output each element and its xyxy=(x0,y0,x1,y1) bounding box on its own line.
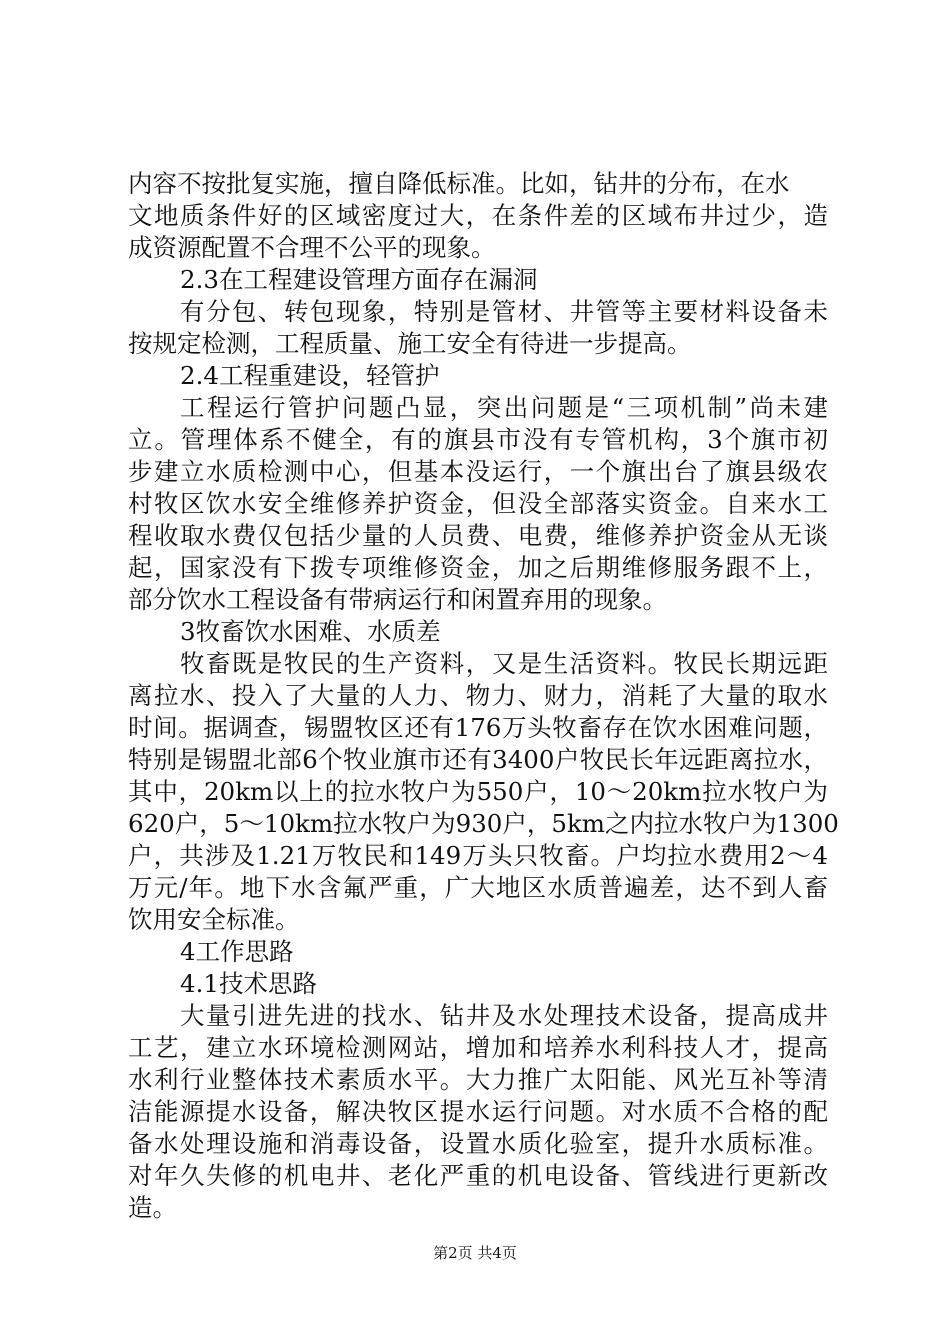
text-line: 部分饮水工程设备有带病运行和闲置弃用的现象。 xyxy=(128,585,667,614)
text-line: 万元/年。地下水含氟严重，广大地区水质普遍差，达不到人畜 xyxy=(128,873,828,902)
text-line: 洁能源提水设备，解决牧区提水运行问题。对水质不合格的配 xyxy=(128,1097,828,1126)
text-line: 程收取水费仅包括少量的人员费、电费，维修养护资金从无谈 xyxy=(128,521,828,550)
section-heading: 3牧畜饮水困难、水质差 xyxy=(180,617,441,646)
text-line: 内容不按批复实施，擅自降低标准。比如，钻井的分布，在水 xyxy=(128,169,790,198)
text-line: 大量引进先进的找水、钻井及水处理技术设备，提高成井 xyxy=(180,1001,828,1030)
text-line: 村牧区饮水安全维修养护资金，但没全部落实资金。自来水工 xyxy=(128,489,828,518)
document-body xyxy=(128,168,839,1224)
text-line: 成资源配置不合理不公平的现象。 xyxy=(128,233,496,262)
text-line: 对年久失修的机电井、老化严重的机电设备、管线进行更新改 xyxy=(128,1161,828,1190)
text-line: 工程运行管护问题凸显，突出问题是“三项机制”尚未建 xyxy=(180,393,828,422)
text-line: 其中，20km以上的拉水牧户为550户，10～20km拉水牧户为 xyxy=(128,777,828,806)
section-heading: 2.3在工程建设管理方面存在漏洞 xyxy=(180,265,538,294)
text-line: 离拉水、投入了大量的人力、物力、财力，消耗了大量的取水 xyxy=(128,681,828,710)
text-line: 水利行业整体技术素质水平。大力推广太阳能、风光互补等清 xyxy=(128,1065,828,1094)
text-line: 立。管理体系不健全，有的旗县市没有专管机构，3个旗市初 xyxy=(128,425,828,454)
text-line: 起，国家没有下拨专项维修资金，加之后期维修服务跟不上， xyxy=(128,553,828,582)
section-heading: 4.1技术思路 xyxy=(180,969,317,998)
text-line: 特别是锡盟北部6个牧业旗市还有3400户牧民长年远距离拉水， xyxy=(128,745,828,774)
text-line: 牧畜既是牧民的生产资料，又是生活资料。牧民长期远距 xyxy=(180,649,828,678)
text-line: 620户，5～10km拉水牧户为930户，5km之内拉水牧户为1300 xyxy=(128,809,839,838)
text-line: 文地质条件好的区域密度过大，在条件差的区域布井过少，造 xyxy=(128,201,828,230)
text-line: 时间。据调查，锡盟牧区还有176万头牧畜存在饮水困难问题， xyxy=(128,713,828,742)
text-line: 户，共涉及1.21万牧民和149万头只牧畜。户均拉水费用2～4 xyxy=(128,841,828,870)
text-line: 造。 xyxy=(128,1193,177,1222)
text-line: 步建立水质检测中心，但基本没运行，一个旗出台了旗县级农 xyxy=(128,457,828,486)
section-heading: 2.4工程重建设，轻管护 xyxy=(180,361,440,390)
text-line: 备水处理设施和消毒设备，设置水质化验室，提升水质标准。 xyxy=(128,1129,828,1158)
section-heading: 4工作思路 xyxy=(180,937,294,966)
text-line: 有分包、转包现象，特别是管材、井管等主要材料设备未 xyxy=(180,297,828,326)
text-line: 按规定检测，工程质量、施工安全有待进一步提高。 xyxy=(128,329,692,358)
page-number-footer: 第2页 共4页 xyxy=(433,1244,517,1262)
text-line: 饮用安全标准。 xyxy=(128,905,300,934)
text-line: 工艺，建立水环境检测网站，增加和培养水利科技人才，提高 xyxy=(128,1033,828,1062)
